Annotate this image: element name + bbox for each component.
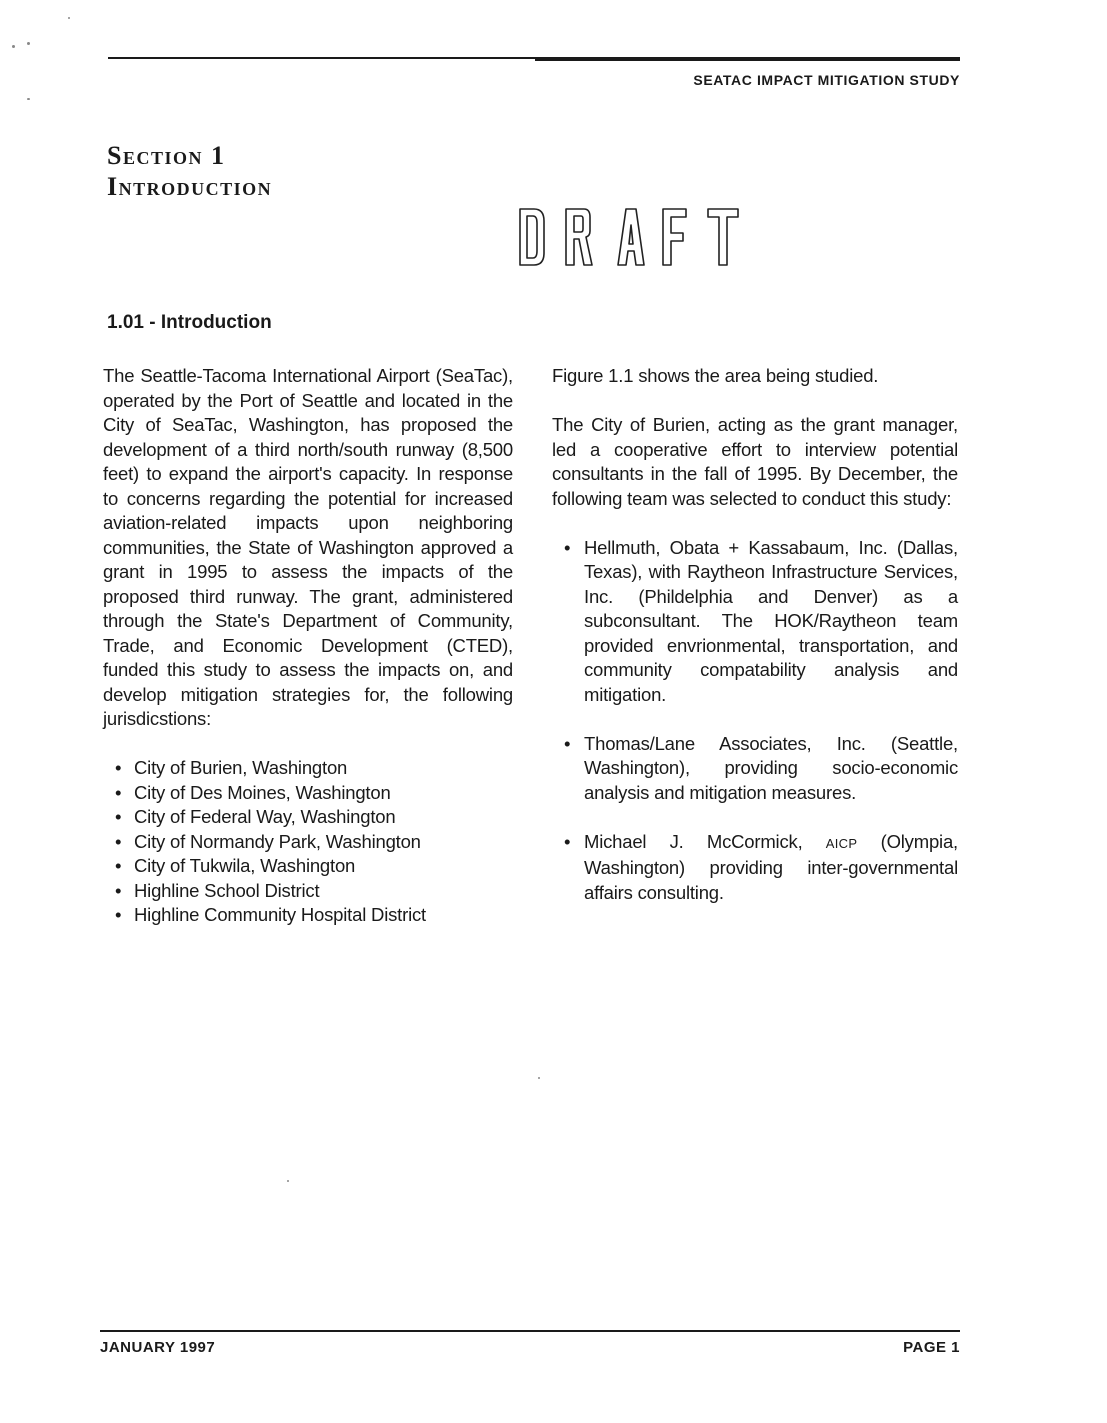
scan-speck xyxy=(68,17,70,19)
consultant-name: Michael J. McCormick, xyxy=(584,830,803,852)
list-item: • Highline School District xyxy=(115,879,513,904)
list-item: • Highline Community Hospital District xyxy=(115,903,513,928)
footer-rule xyxy=(100,1330,960,1332)
page-number: PAGE 1 xyxy=(903,1339,960,1356)
scan-speck xyxy=(12,45,15,48)
list-item: • City of Des Moines, Washington xyxy=(115,781,513,806)
draft-stamp xyxy=(518,205,743,270)
header-rule-thick xyxy=(535,58,960,61)
team-list xyxy=(552,536,958,906)
footer-date: JANUARY 1997 xyxy=(100,1339,216,1356)
list-item: • City of Tukwila, Washington xyxy=(115,854,513,879)
left-column xyxy=(103,364,513,928)
scan-speck xyxy=(287,1180,289,1182)
team-selection-paragraph: The City of Burien, acting as the grant manager, led a cooperative effort to interview potential consultants in the fall of 1995. By December, the following team was selected to conduct this study: xyxy=(552,414,958,509)
section-number: Section 1 xyxy=(107,141,226,170)
scan-speck xyxy=(27,98,30,100)
scan-speck xyxy=(538,1077,540,1079)
list-item: • City of Federal Way, Washington xyxy=(115,805,513,830)
right-column xyxy=(552,364,958,930)
list-item: • Thomas/Lane Associates, Inc. (Seattle, Washington), providing socio-economic analysis and mitigation measures. xyxy=(562,732,958,806)
scan-speck xyxy=(27,42,30,45)
credential: AICP xyxy=(825,835,858,851)
list-item: • City of Burien, Washington xyxy=(115,756,513,781)
list-item: • Hellmuth, Obata + Kassabaum, Inc. (Dallas, Texas), with Raytheon Infrastructure Services, Inc. (Phildelphia and Denver) as a subconsultant. The HOK/Raytheon team provided envrionmental, transportation, and community compatability analysis and mitigation. xyxy=(562,536,958,708)
section-heading xyxy=(107,140,272,202)
list-item xyxy=(562,830,958,906)
consultant-details: (Olympia, Washington) providing inter-governmental affairs consulting. xyxy=(584,830,958,903)
list-item: • City of Normandy Park, Washington xyxy=(115,830,513,855)
section-title: Introduction xyxy=(107,172,273,201)
jurisdictions-list xyxy=(103,756,513,928)
intro-paragraph: The Seattle-Tacoma International Airport (SeaTac), operated by the Port of Seattle and located in the City of SeaTac, Washington, has proposed the development of a third north/south runway (8,500 feet) to expand the airport's capacity. In response to concerns regarding the potential for increased aviation-related impacts upon neighboring communities, the State of Washington approved a grant in 1995 to assess the impacts of the proposed third runway. The grant, administered through the State's Department of Community, Trade, and Economic Development (CTED), funded this study to assess the impacts on, and develop mitigation strategies for, the following jurisdicstions: xyxy=(103,365,513,729)
running-header: SEATAC IMPACT MITIGATION STUDY xyxy=(693,72,960,88)
subsection-heading: 1.01 - Introduction xyxy=(107,312,272,333)
figure-reference-paragraph: Figure 1.1 shows the area being studied. xyxy=(552,365,879,386)
